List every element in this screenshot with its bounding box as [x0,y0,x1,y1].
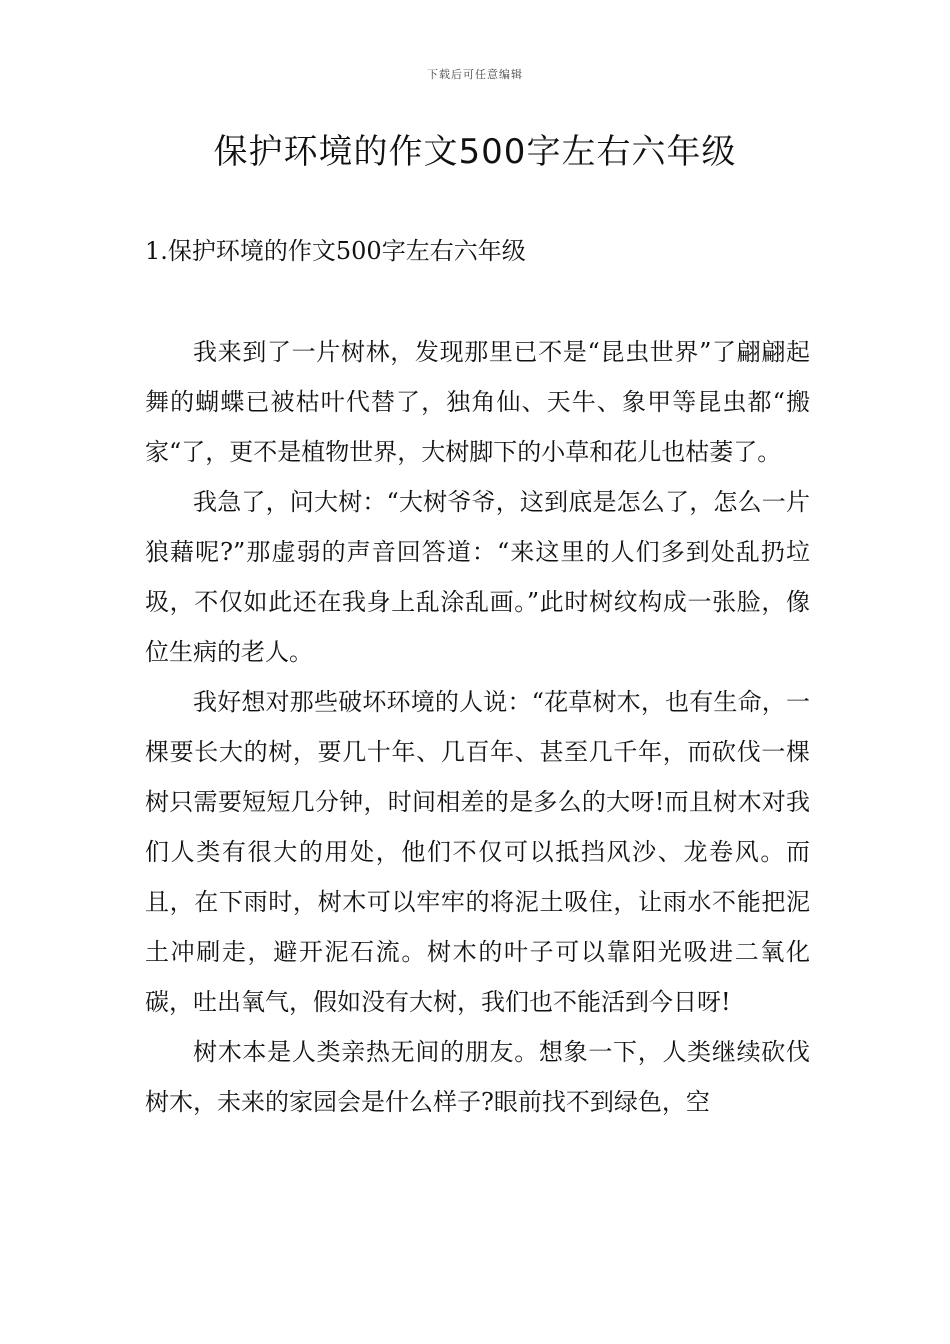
section-heading: 1.保护环境的作文500字左右六年级 [145,237,526,265]
document-title: 保护环境的作文500字左右六年级 [213,132,737,172]
essay-paragraph: 我急了，问大树：“大树爷爷，这到底是怎么了，怎么一片狼藉呢?”那虚弱的声音回答道：“来这里的人们多到处乱扔垃圾，不仅如此还在我身上乱涂乱画。”此时树纹构成一张脸，像位生病的老人。 [145,488,810,666]
essay-paragraph: 我来到了一片树林，发现那里已不是“昆虫世界”了翩翩起舞的蝴蝶已被枯叶代替了，独角仙、天牛、象甲等昆虫都“搬家“了，更不是植物世界，大树脚下的小草和花儿也枯萎了。 [145,338,810,466]
essay-body [145,327,810,1127]
header-note: 下载后可任意编辑 [427,68,523,81]
essay-paragraph: 我好想对那些破坏环境的人说：“花草树木，也有生命，一棵要长大的树，要几十年、几百年、甚至几千年，而砍伐一棵树只需要短短几分钟，时间相差的是多么的大呀!而且树木对我们人类有很大的用处，他们不仅可以抵挡风沙、龙卷风。而且，在下雨时，树木可以牢牢的将泥土吸住，让雨水不能把泥土冲刷走，避开泥石流。树木的叶子可以靠阳光吸进二氧化碳，吐出氧气，假如没有大树，我们也不能活到今日呀! [145,688,810,1016]
essay-paragraph: 树木本是人类亲热无间的朋友。想象一下，人类继续砍伐树木，未来的家园会是什么样子?眼前找不到绿色，空 [145,1038,810,1116]
